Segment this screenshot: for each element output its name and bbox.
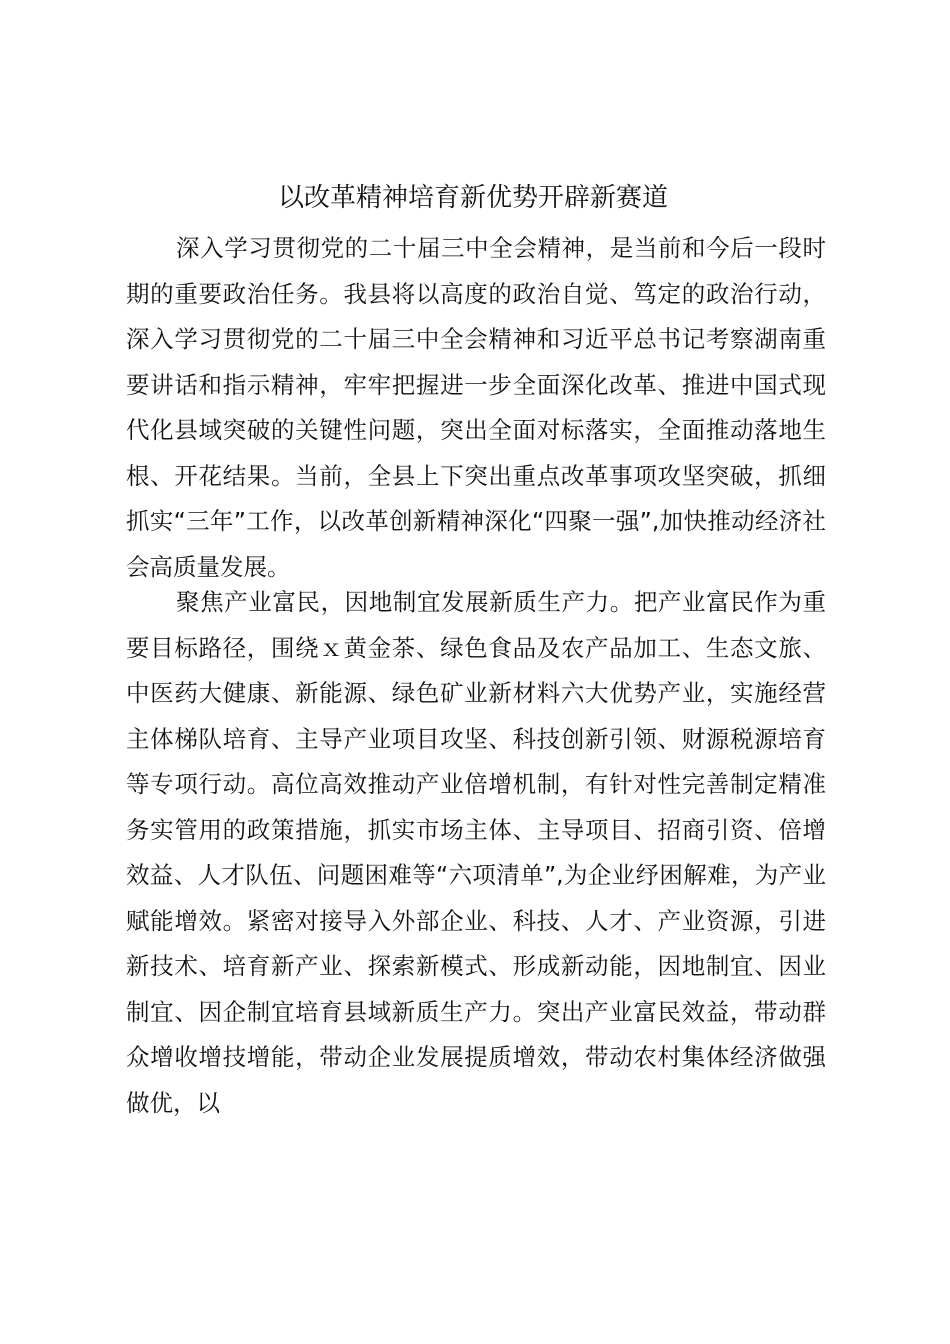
paragraph-1: 深入学习贯彻党的二十届三中全会精神，是当前和今后一段时期的重要政治任务。我县将以高度的政治自觉、笃定的政治行动，深入学习贯彻党的二十届三中全会精神和习近平总书记考察湖南重要讲话和指示精神，牢牢把握进一步全面深化改革、推进中国式现代化县域突破的关键性问题，突出全面对标落实，全面推动落地生根、开花结果。当前，全县上下突出重点改革事项攻坚突破，抓细抓实“三年”工作，以改革创新精神深化“四聚一强”,加快推动经济社会高质量发展。 [126, 234, 826, 581]
document-title: 以改革精神培育新优势开辟新赛道 [277, 183, 668, 213]
paragraph-2: 聚焦产业富民，因地制宜发展新质生产力。把产业富民作为重要目标路径，围绕ｘ黄金茶、绿色食品及农产品加工、生态文旅、中医药大健康、新能源、绿色矿业新材料六大优势产业，实施经营主体梯队培育、主导产业项目攻坚、科技创新引领、财源税源培育等专项行动。高位高效推动产业倍增机制，有针对性完善制定精准务实管用的政策措施，抓实市场主体、主导项目、招商引资、倍增效益、人才队伍、问题困难等“六项清单”,为企业纾困解难，为产业赋能增效。紧密对接导入外部企业、科技、人才、产业资源，引进新技术、培育新产业、探索新模式、形成新动能，因地制宜、因业制宜、因企制宜培育县域新质生产力。突出产业富民效益，带动群众增收增技增能，带动企业发展提质增效，带动农村集体经济做强做优，以 [126, 588, 826, 1117]
